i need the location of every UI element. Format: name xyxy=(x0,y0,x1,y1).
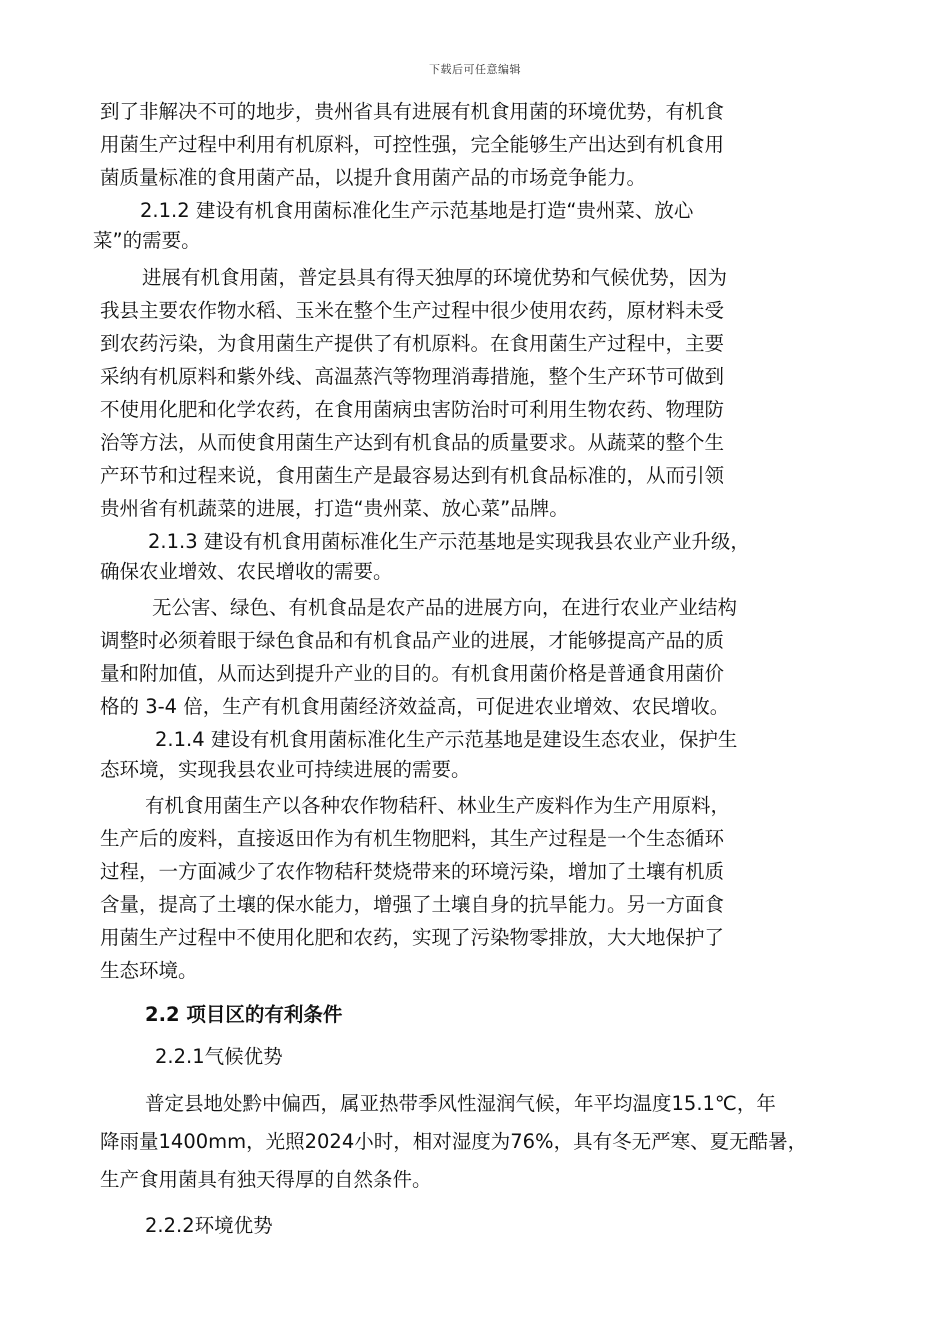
text-line: 采纳有机原料和紫外线、高温蒸汽等物理消毒措施，整个生产环节可做到 xyxy=(100,365,725,388)
text-line: 到了非解决不可的地步，贵州省具有进展有机食用菌的环境优势，有机食 xyxy=(100,100,725,123)
text-line: 贵州省有机蔬菜的进展，打造“贵州菜、放心菜”品牌。 xyxy=(100,497,569,520)
text-line: 不使用化肥和化学农药，在食用菌病虫害防治时可利用生物农药、物理防 xyxy=(100,398,725,421)
text-line: 治等方法，从而使食用菌生产达到有机食品的质量要求。从蔬菜的整个生 xyxy=(100,431,725,454)
text-line: 用菌生产过程中不使用化肥和农药，实现了污染物零排放，大大地保护了 xyxy=(100,926,725,949)
text-line: 菜”的需要。 xyxy=(93,229,201,252)
text-line: 量和附加值，从而达到提升产业的目的。有机食用菌价格是普通食用菌价 xyxy=(100,662,725,685)
text-line: 生产后的废料，直接返田作为有机生物肥料，其生产过程是一个生态循环 xyxy=(100,827,725,850)
text-line: 到农药污染，为食用菌生产提供了有机原料。在食用菌生产过程中，主要 xyxy=(100,332,725,355)
text-line: 用菌生产过程中利用有机原料，可控性强，完全能够生产出达到有机食用 xyxy=(100,133,725,156)
text-line: 生态环境。 xyxy=(100,959,198,982)
text-line: 2.1.3 建设有机食用菌标准化生产示范基地是实现我县农业产业升级， xyxy=(148,530,750,553)
text-line: 有机食用菌生产以各种农作物秸秆、林业生产废料作为生产用原料， xyxy=(145,794,731,817)
section-heading: 2.2 项目区的有利条件 xyxy=(145,1003,343,1026)
text-line: 进展有机食用菌，普定县具有得天独厚的环境优势和气候优势，因为 xyxy=(142,266,728,289)
text-line: 2.1.2 建设有机食用菌标准化生产示范基地是打造“贵州菜、放心 xyxy=(140,199,694,222)
text-line: 2.1.4 建设有机食用菌标准化生产示范基地是建设生态农业，保护生 xyxy=(155,728,738,751)
text-line: 含量，提高了土壤的保水能力，增强了土壤自身的抗旱能力。另一方面食 xyxy=(100,893,725,916)
text-line: 调整时必须着眼于绿色食品和有机食品产业的进展，才能够提高产品的质 xyxy=(100,629,725,652)
text-line: 无公害、绿色、有机食品是农产品的进展方向，在进行农业产业结构 xyxy=(152,596,738,619)
text-line: 确保农业增效、农民增收的需要。 xyxy=(100,560,393,583)
text-line: 2.2.1气候优势 xyxy=(155,1045,283,1068)
text-line: 菌质量标准的食用菌产品，以提升食用菌产品的市场竞争能力。 xyxy=(100,166,647,189)
text-line: 格的 3-4 倍，生产有机食用菌经济效益高，可促进农业增效、农民增收。 xyxy=(100,695,730,718)
page-header: 下载后可任意编辑 xyxy=(429,63,521,76)
text-line: 生产食用菌具有独天得厚的自然条件。 xyxy=(100,1168,432,1191)
text-line: 产环节和过程来说，食用菌生产是最容易达到有机食品标准的，从而引领 xyxy=(100,464,725,487)
text-line: 过程，一方面减少了农作物秸秆焚烧带来的环境污染，增加了土壤有机质 xyxy=(100,860,725,883)
text-line: 我县主要农作物水稻、玉米在整个生产过程中很少使用农药，原材料未受 xyxy=(100,299,725,322)
text-line: 2.2.2环境优势 xyxy=(145,1214,273,1237)
text-line: 降雨量1400mm，光照2024小时，相对湿度为76%，具有冬无严寒、夏无酷暑， xyxy=(100,1130,808,1153)
text-line: 态环境，实现我县农业可持续进展的需要。 xyxy=(100,758,471,781)
text-line: 普定县地处黔中偏西，属亚热带季风性湿润气候，年平均温度15.1℃，年 xyxy=(145,1092,776,1115)
